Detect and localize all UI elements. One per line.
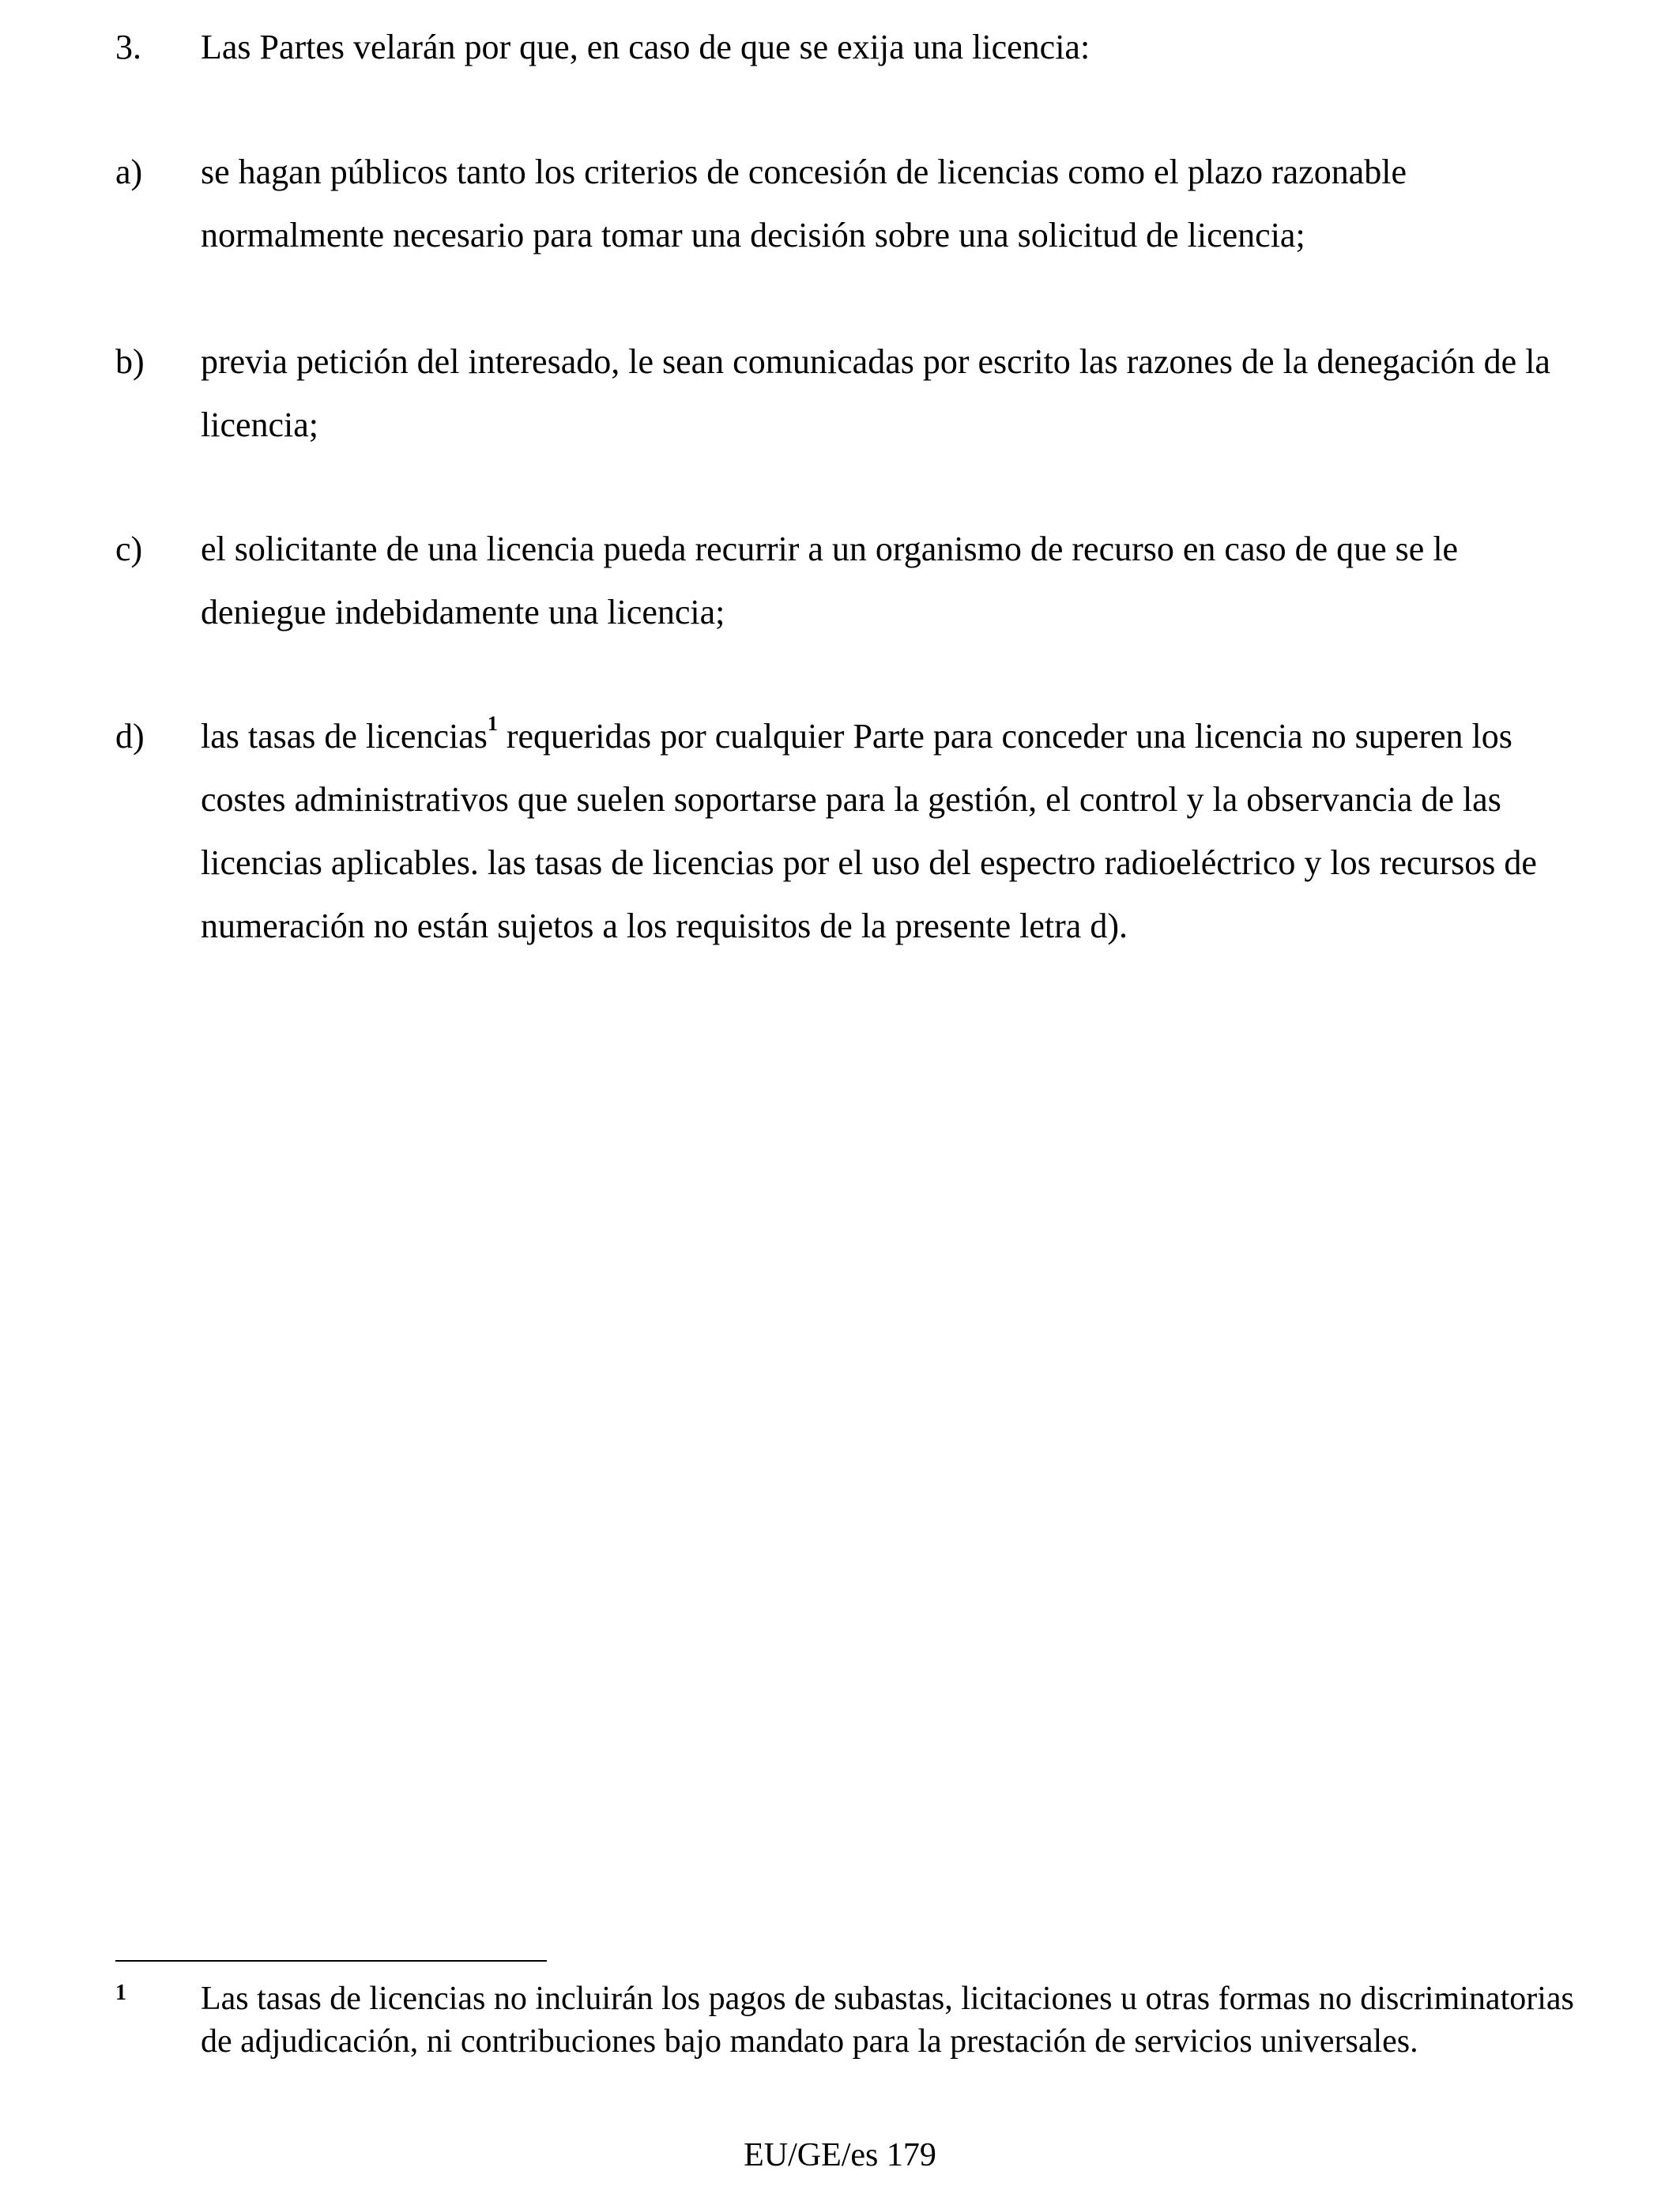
- list-item-marker: c): [115, 530, 143, 568]
- list-item-text: previa petición del interesado, le sean comunicadas por escrito las razones de la denegación de la licencia;: [201, 342, 1550, 444]
- list-item-d: [115, 705, 1585, 958]
- paragraph-number: 3.: [115, 28, 141, 66]
- list-item-text: el solicitante de una licencia pueda recurrir a un organismo de recurso en caso de que se le deniegue indebidamente una licencia;: [201, 530, 1459, 631]
- paragraph-3: [115, 16, 1585, 79]
- footnote-text: Las tasas de licencias no incluirán los pagos de subastas, licitaciones u otras formas no discriminatorias de adjudicación, ni contribuciones bajo mandato para la prestación de servicios universales.: [201, 1981, 1574, 2060]
- footnote-number: 1: [115, 1981, 126, 2005]
- footnote-separator: [115, 1960, 547, 1962]
- list-item-text: se hagan públicos tanto los criterios de concesión de licencias como el plazo razonable normalmente necesario para tomar una decisión sobre una solicitud de licencia;: [201, 153, 1407, 254]
- list-item-c: [115, 518, 1585, 644]
- footnote-reference[interactable]: 1: [487, 711, 498, 735]
- list-item-marker: b): [115, 342, 145, 381]
- footnote: [115, 1977, 1585, 2063]
- paragraph-text: Las Partes velarán por que, en caso de que se exija una licencia:: [201, 28, 1090, 66]
- list-item-b: [115, 330, 1585, 457]
- list-item-text: [201, 705, 1585, 958]
- list-item-marker: a): [115, 153, 143, 191]
- page-footer: EU/GE/es 179: [744, 2137, 936, 2173]
- list-item-a: [115, 141, 1585, 267]
- list-item-marker: d): [115, 717, 145, 756]
- list-item-text-start: las tasas de licencias: [201, 717, 488, 756]
- list-item-text-end: requeridas por cualquier Parte para conceder una licencia no superen los costes administrativos que suelen soportarse para la gestión, el control y la observancia de las licencias aplicables. las tasas de licencias por el uso del espectro radioeléctrico y los recursos de numeración no están sujetos a los requisitos de la presente letra d).: [201, 717, 1537, 945]
